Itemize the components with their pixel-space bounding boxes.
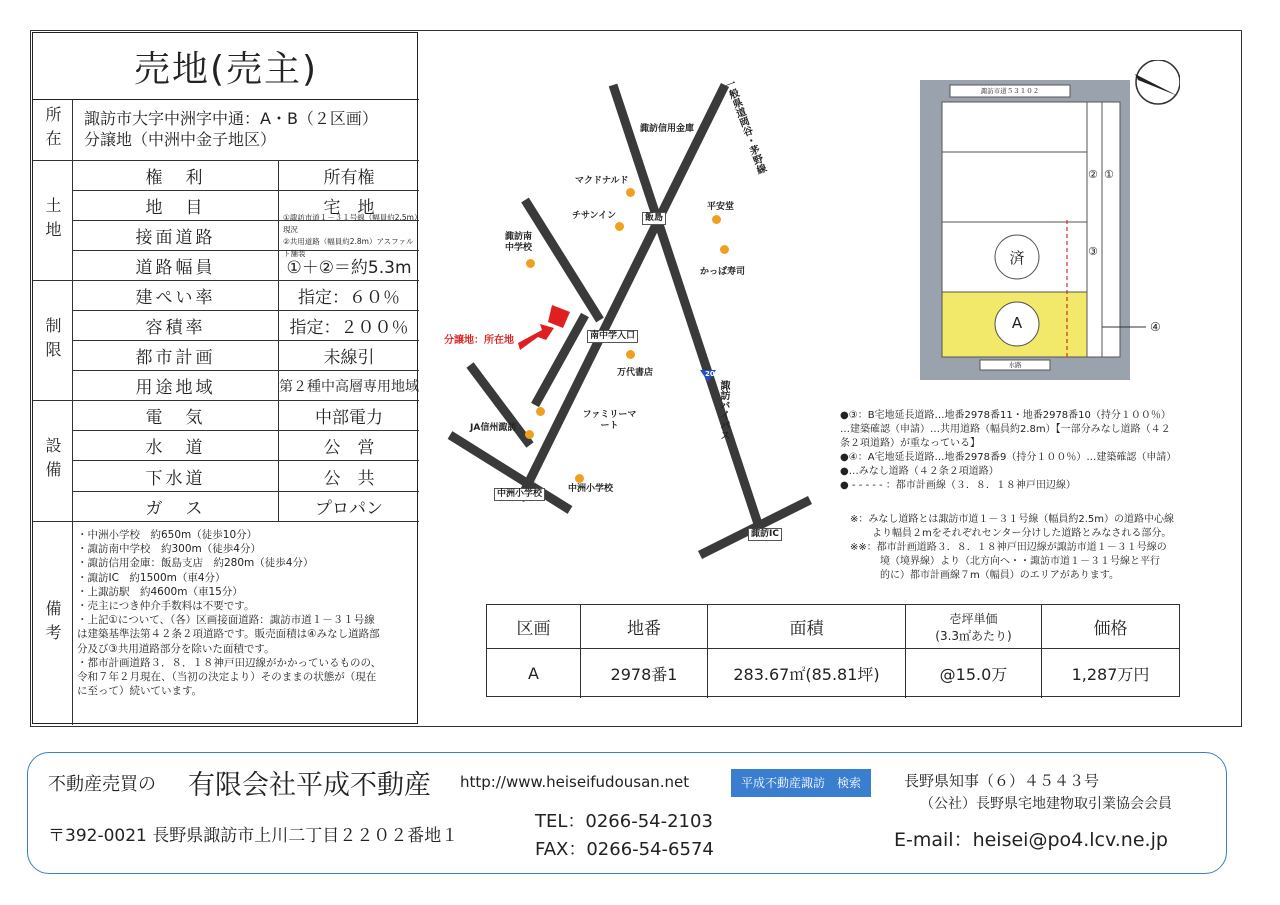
legend-line: 条２項道路）が重なっている】: [840, 438, 980, 449]
label-city-planning: 都市計画: [73, 341, 279, 371]
label-mcdonalds: マクドナルド: [575, 176, 629, 186]
marker-1: ①: [1104, 168, 1114, 181]
header-lot: 区画: [487, 605, 581, 649]
poi-dot: [626, 350, 635, 359]
cell-area: 283.67㎡(85.81坪): [708, 649, 906, 698]
label-water: 水 道: [73, 431, 279, 461]
poi-dot: [720, 245, 729, 254]
legend-line: ●④：A宅地延長道路…地番2978番9（持分１００％）…建築確認（申請）: [840, 452, 1177, 463]
label-route20: 20: [705, 370, 715, 378]
remark-line: ・売主につき仲介手数料は不要です。: [77, 600, 255, 613]
cell-lot-number: 2978番1: [581, 649, 708, 698]
value-floor-area-ratio: 指定：２００％: [279, 311, 419, 341]
notes: [850, 513, 1235, 583]
search-badge[interactable]: 平成不動産諏訪 検索: [731, 769, 871, 797]
label-sewer: 下水道: [73, 461, 279, 492]
header-lot-number: 地番: [581, 605, 708, 649]
cell-price: 1,287万円: [1071, 665, 1150, 684]
label-suwaminami: 諏訪南中学校: [505, 232, 533, 253]
label-prefectural-road: 一般県道岡谷・茅野線: [722, 78, 767, 176]
label-nanchu-entrance: 南中学入口: [587, 330, 638, 343]
label-bypass: 諏訪バイパス: [718, 380, 729, 440]
company-footer: [27, 752, 1227, 874]
poi-dot: [615, 222, 624, 231]
road-label: 諏訪市道５３１０２: [980, 87, 1040, 95]
address: 〒392-0021 長野県諏訪市上川二丁目２２０２番地１: [48, 826, 459, 846]
poi-dot: [575, 474, 584, 483]
association: （公社）長野県宅地建物取引業協会会員: [920, 796, 1172, 812]
label-electricity: 電 気: [73, 401, 279, 431]
poi-dot: [626, 188, 635, 197]
site-plan: [920, 60, 1180, 390]
legend-line: ●③：B宅地延長道路…地番2978番11・地番2978番10（持分１００％）: [840, 410, 1171, 421]
label-road-width: 道路幅員: [73, 251, 279, 281]
waterway-label: 水路: [1008, 361, 1022, 369]
category-remarks: 備考: [33, 522, 73, 725]
footer-prefix: 不動産売買の: [48, 774, 156, 795]
remark-line: ・諏訪信用金庫：飯島支店 約280m（徒歩4分）: [77, 557, 314, 570]
value-water: 公 営: [279, 431, 419, 461]
label-site: 分譲地：所在地: [444, 335, 514, 346]
label-right: 権 利: [73, 161, 279, 191]
legend-line: ● - - - - - ：都市計画線（３．８．１８神戸田辺線）: [840, 480, 1076, 491]
frontage-road-2: ②共用道路（幅員約2.8m）アスファルト舗装: [283, 236, 414, 258]
site-marker: [548, 305, 570, 328]
label-nakasu-elementary: 中洲小学校: [568, 484, 614, 494]
page-title: 売地(売主): [33, 33, 419, 100]
frontage-road-1: ①諏訪市道１－３１号線（幅員約2.5m）現況: [283, 212, 418, 234]
remark-line: ・上記①について、（各）区画接面道路：諏訪市道１－３１号線: [77, 614, 375, 627]
label-land-category: 地 目: [73, 191, 279, 221]
value-coverage-ratio: 指定：６０％: [279, 281, 419, 311]
remark-line: ・都市計画道路３．８．１８神戸田辺線がかかっているものの、: [77, 656, 382, 669]
email[interactable]: E-mail：heisei@po4.lcv.ne.jp: [894, 829, 1168, 851]
lot-sumi-label: 済: [1009, 249, 1025, 267]
value-road-width: ①＋②＝約5.3m: [279, 251, 419, 281]
header-unit-price: [906, 605, 1042, 649]
remark-line: 分及び③共用道路部分を除いた面積です。: [77, 642, 275, 655]
value-zoning: 第２種中高層専用地域: [279, 371, 419, 401]
label-frontage-road: 接面道路: [73, 221, 279, 251]
license-number: 長野県知事（６）４５４３号: [904, 772, 1100, 790]
header-area: 面積: [708, 605, 906, 649]
telephone: TEL：0266-54-2103: [535, 811, 713, 832]
site-plan-drawing: [920, 60, 1180, 390]
map-roads: [430, 60, 850, 580]
company-name: 有限会社平成不動産: [188, 770, 431, 801]
marker-3: ③: [1088, 245, 1098, 258]
remark-line: ・中洲小学校 約650m（徒歩10分）: [77, 529, 258, 541]
category-location: 所在: [33, 100, 73, 161]
label-chisanin: チサンイン: [572, 211, 617, 221]
header-unit-price-1: 壱坪単価: [949, 611, 998, 626]
poi-dot: [712, 215, 721, 224]
label-mandai: 万代書店: [617, 368, 654, 378]
legend-line: ●…みなし道路（４２条２項道路）: [840, 466, 999, 477]
value-city-planning: 未線引: [279, 341, 419, 371]
value-sewer: 公 共: [279, 461, 419, 492]
remark-line: ・上諏訪駅 約4600m（車15分）: [77, 585, 243, 598]
note-line: ※※：都市計画道路３．８．１８神戸田辺線が諏訪市道１－３１号線の: [850, 542, 1167, 553]
location-line-1: 諏訪市大字中洲字中通：A・B（２区画）: [84, 109, 378, 128]
label-zoning: 用途地域: [73, 371, 279, 401]
website-link[interactable]: http://www.heiseifudousan.net: [460, 773, 690, 791]
category-restrictions: 制限: [33, 281, 73, 401]
note-line: より幅員２mをそれぞれセンター分けした道路とみなされる部分。: [872, 528, 1172, 539]
remarks-list: [77, 528, 417, 698]
value-land-category: 宅 地: [279, 191, 419, 221]
header-price: 価格: [1042, 605, 1179, 649]
fax: FAX：0266-54-6574: [535, 839, 714, 860]
note-line: 的に）都市計画線７m（幅員）のエリアがあります。: [880, 570, 1119, 581]
remark-line: に至って）続いています。: [77, 685, 203, 698]
value-right: 所有権: [279, 161, 419, 191]
label-suwa-ic: 諏訪IC: [748, 528, 782, 541]
poi-dot: [526, 259, 535, 268]
category-facilities: 設備: [33, 401, 73, 522]
legend-line: …建築確認（申請）…共用道路（幅員約2.8m）【一部分みなし道路（４２: [840, 424, 1171, 435]
label-kappa: かっぱ寿司: [700, 267, 746, 277]
label-heiando: 平安堂: [707, 202, 735, 212]
area-map: [430, 60, 850, 580]
legend: [840, 409, 1230, 493]
location-text: [84, 108, 414, 150]
note-line: 境（境界線）より（北方向へ・・諏訪市道１－３１号線と平行: [880, 556, 1160, 567]
north-compass: [1136, 60, 1180, 104]
note-line: ※：みなし道路とは諏訪市道１－３１号線（幅員約2.5m）の道路中心線: [850, 514, 1175, 525]
label-iijima: 飯島: [642, 212, 666, 225]
price-table: [486, 604, 1180, 697]
lot-a-label: A: [1011, 314, 1023, 332]
remark-line: ・諏訪南中学校 約300m（徒歩4分）: [77, 543, 261, 556]
label-floor-area-ratio: 容積率: [73, 311, 279, 341]
value-electricity: 中部電力: [279, 401, 419, 431]
remark-line: は建築基準法第４２条２項道路です。販売面積は④みなし道路部: [77, 628, 380, 641]
header-unit-price-2: (3.3㎡あたり): [935, 628, 1012, 643]
remark-line: 令和７年２月現在、（当初の決定より）そのままの状態が（現在: [77, 671, 377, 684]
value-frontage-road: [279, 212, 419, 258]
value-gas: プロパン: [279, 492, 419, 522]
label-familymart: ファミリーマート: [582, 410, 637, 431]
label-ja: JA信州諏訪: [470, 423, 517, 433]
marker-2: ②: [1088, 168, 1098, 181]
site-arrow: [518, 324, 554, 350]
label-gas: ガ ス: [73, 492, 279, 522]
poi-dot: [525, 430, 534, 439]
remark-line: ・諏訪IC 約1500m（車4分）: [77, 571, 226, 584]
label-nakasu-school-signal: 中洲小学校: [494, 488, 545, 501]
location-line-2: 分譲地（中洲中金子地区）: [84, 130, 277, 149]
poi-dot: [536, 407, 545, 416]
label-shinkin: 諏訪信用金庫: [640, 124, 695, 134]
cell-unit-price: @15.0万: [906, 649, 1042, 698]
road-bypass: [613, 85, 760, 530]
cell-lot: A: [487, 649, 581, 698]
label-coverage-ratio: 建ぺい率: [73, 281, 279, 311]
category-land: 土地: [33, 161, 73, 281]
road-prefectural: [520, 85, 725, 500]
marker-4: ④: [1150, 320, 1161, 334]
